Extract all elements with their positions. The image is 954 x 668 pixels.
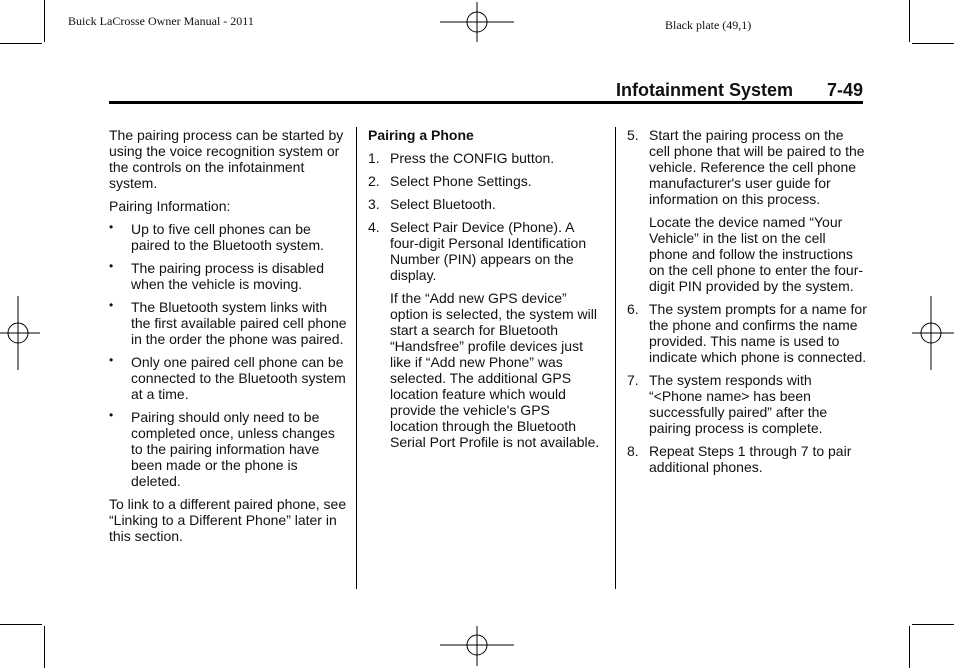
step-text: Press the CONFIG button. [390,150,555,166]
outro-paragraph: To link to a different paired phone, see “Linking to a Different Phone” later in this section. [109,496,347,544]
step-note: If the “Add new GPS device” option is selected, the system will start a search for Bluetooth “Handsfree” profile devices just like if “Add new Phone” was selected. The additional GPS location feature which would provide the vehicle's GPS location through the Bluetooth Serial Port Profile is not available. [390,290,600,450]
running-header [109,78,863,102]
step-item [368,150,600,166]
crop-mark [0,43,42,44]
crop-mark [0,624,42,625]
step-item [627,372,867,436]
registration-mark-icon [912,296,954,370]
step-item [627,301,867,365]
bullet-text: The pairing process is disabled when the vehicle is moving. [131,260,324,292]
step-number: 5. [627,127,639,143]
step-text: Repeat Steps 1 through 7 to pair additional phones. [649,443,852,475]
step-number: 8. [627,443,639,459]
column-2 [368,127,600,457]
header-rule [109,101,863,104]
column-divider [615,127,616,589]
step-text: The system prompts for a name for the phone and confirms the name provided. This name is used to indicate which phone is connected. [649,301,867,365]
column-1 [109,127,349,551]
step-item [368,196,600,212]
step-item [368,173,600,189]
crop-mark [912,43,954,44]
page-number: 7-49 [826,80,863,100]
step-text: The system responds with “<Phone name> has been successfully paired” after the pairing process is complete. [649,372,828,436]
bullet-icon: • [109,259,114,273]
step-item [627,127,867,207]
intro-paragraph: The pairing process can be started by using the voice recognition system or the controls on the infotainment system. [109,127,344,191]
bullet-text: Pairing should only need to be completed once, unless changes to the pairing information have been made or the phone is deleted. [131,409,335,489]
bullet-item [109,354,349,402]
bullet-text: Only one paired cell phone can be connected to the Bluetooth system at a time. [131,354,346,402]
bullet-item [109,260,349,292]
column-3 [627,127,867,482]
step-number: 6. [627,301,639,317]
bullet-icon: • [109,298,114,312]
section-title: Infotainment System [615,80,793,100]
step-text: Select Bluetooth. [390,196,496,212]
bullet-text: Up to five cell phones can be paired to the Bluetooth system. [131,221,324,253]
step-number: 1. [368,150,380,166]
step-item [627,443,867,475]
plate-info: Black plate (49,1) [665,18,752,32]
crop-mark [912,624,954,625]
step-number: 3. [368,196,380,212]
bullet-item [109,409,349,489]
crop-mark [909,0,910,42]
bullet-item [109,299,349,347]
crop-mark [44,0,45,42]
section-heading: Pairing a Phone [368,127,474,143]
bullet-icon: • [109,408,114,422]
registration-mark-icon [440,2,514,42]
step-text: Select Pair Device (Phone). A four-digit Personal Identification Number (PIN) appears on the display. [390,219,587,283]
bullet-icon: • [109,353,114,367]
step-number: 4. [368,219,380,235]
step-number: 2. [368,173,380,189]
step-text: Select Phone Settings. [390,173,532,189]
crop-mark [909,626,910,668]
column-divider [356,127,357,589]
bullet-icon: • [109,220,114,234]
step-text: Start the pairing process on the cell phone that will be paired to the vehicle. Reference the cell phone manufacturer's user guide for information on this process. [649,127,865,207]
crop-mark [44,626,45,668]
registration-mark-icon [440,626,514,666]
pairing-info-label: Pairing Information: [109,198,231,214]
bullet-item [109,221,349,253]
bullet-text: The Bluetooth system links with the first available paired cell phone in the order the phone was paired. [131,299,347,347]
registration-mark-icon [0,296,40,370]
step-number: 7. [627,372,639,388]
manual-title: Buick LaCrosse Owner Manual - 2011 [68,14,254,28]
step-item [368,219,600,283]
step-note: Locate the device named “Your Vehicle” in the list on the cell phone and follow the instructions on the cell phone to enter the four-digit PIN provided by the system. [649,214,864,294]
